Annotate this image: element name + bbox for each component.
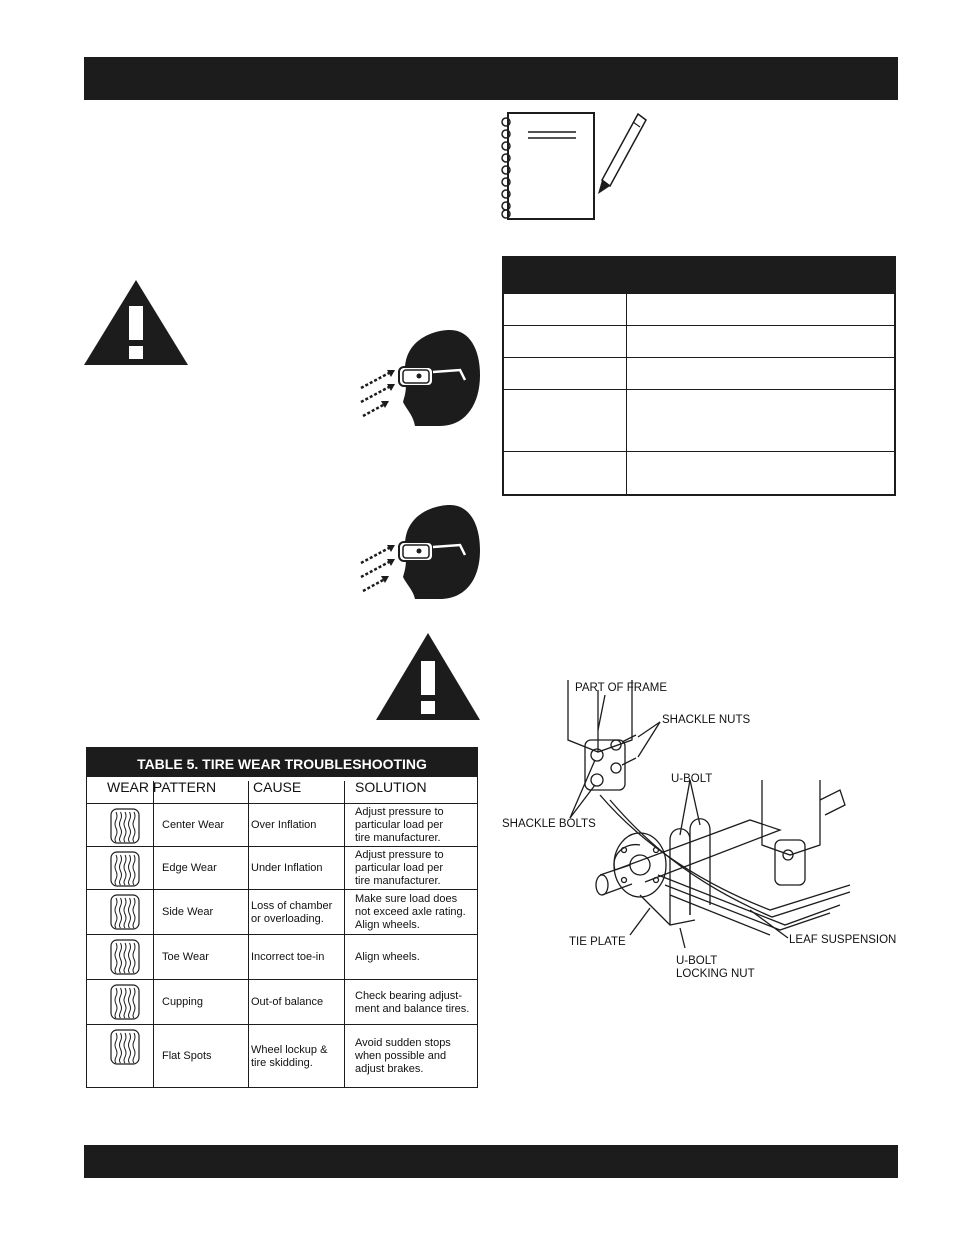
solution-cell-line: when possible and [355, 1050, 447, 1062]
specification-table [502, 256, 896, 496]
warning-triangle-icon [376, 633, 480, 721]
warning-triangle-icon [84, 280, 188, 366]
table-row [87, 1024, 477, 1088]
label-u-bolt-locking-nut: LOCKING NUT [676, 968, 755, 980]
wear-pattern-name: Center Wear [162, 819, 225, 831]
spec-table-divider [626, 294, 627, 494]
table-row [504, 389, 894, 390]
tire-wear-pattern-icon [109, 894, 141, 930]
cause-cell-line: Incorrect toe-in [251, 951, 325, 963]
solution-cell [355, 990, 469, 1016]
tire-wear-pattern-icon [109, 939, 141, 975]
cause-cell [251, 862, 323, 875]
cause-cell [251, 996, 323, 1009]
column-header-solution: SOLUTION [355, 779, 427, 795]
safety-goggles-icon [355, 330, 483, 430]
solution-cell-line: Align wheels. [355, 919, 420, 931]
solution-cell-line: particular load per [355, 819, 444, 831]
solution-cell [355, 893, 466, 932]
table-title: TABLE 5. TIRE WEAR TROUBLESHOOTING [87, 748, 477, 777]
solution-cell-line: tire manufacturer. [355, 875, 441, 887]
solution-cell-line: Make sure load does [355, 893, 458, 905]
table-row [87, 846, 477, 890]
footer-bar [84, 1145, 898, 1178]
wear-pattern-name: Flat Spots [162, 1050, 212, 1062]
tire-wear-pattern-icon [109, 984, 141, 1020]
solution-cell-line: Avoid sudden stops [355, 1037, 451, 1049]
header-bar [84, 57, 898, 100]
table-row [504, 325, 894, 326]
tire-wear-pattern-icon [109, 851, 141, 887]
cause-cell [251, 819, 316, 832]
table-row [504, 357, 894, 358]
tire-wear-pattern-icon [109, 1029, 141, 1065]
column-header-wear-pattern: WEAR PATTERN [107, 779, 217, 795]
cause-cell [251, 1044, 327, 1070]
table-row [87, 979, 477, 1025]
solution-cell [355, 849, 444, 888]
cause-cell [251, 951, 324, 964]
label-tie-plate: TIE PLATE [569, 936, 626, 948]
wear-pattern-name: Cupping [162, 996, 203, 1008]
solution-cell-line: Check bearing adjust- [355, 990, 463, 1002]
pencil-icon [598, 114, 646, 194]
notebook-icon [498, 108, 658, 224]
label-shackle-nuts: SHACKLE NUTS [662, 714, 751, 726]
table-row [87, 934, 477, 980]
solution-cell-line: not exceed axle rating. [355, 906, 466, 918]
label-part-of-frame: PART OF FRAME [575, 682, 668, 694]
wear-pattern-name: Toe Wear [162, 951, 209, 963]
solution-cell [355, 1037, 451, 1076]
solution-cell [355, 806, 444, 845]
cause-cell-line: Loss of chamber [251, 900, 333, 912]
spec-table-header [504, 258, 894, 294]
wear-pattern-name: Edge Wear [162, 862, 217, 874]
solution-cell-line: Adjust pressure to [355, 849, 444, 861]
solution-cell [355, 951, 420, 964]
label-leaf-suspension: LEAF SUSPENSION [789, 934, 897, 946]
tire-wear-table [86, 747, 478, 1088]
solution-cell-line: tire manufacturer. [355, 832, 441, 844]
solution-cell-line: Align wheels. [355, 951, 420, 963]
column-header-cause: CAUSE [253, 779, 302, 795]
cause-cell-line: Under Inflation [251, 862, 323, 874]
label-u-bolt: U-BOLT [671, 773, 713, 785]
solution-cell-line: ment and balance tires. [355, 1003, 470, 1015]
cause-cell-line: Over Inflation [251, 819, 317, 831]
solution-cell-line: Adjust pressure to [355, 806, 444, 818]
solution-cell-line: adjust brakes. [355, 1063, 424, 1075]
tire-wear-pattern-icon [109, 808, 141, 844]
label-shackle-bolts: SHACKLE BOLTS [502, 818, 596, 830]
safety-goggles-icon [355, 505, 483, 605]
cause-cell-line: tire skidding. [251, 1057, 313, 1069]
table-row [87, 803, 477, 847]
wear-pattern-name: Side Wear [162, 906, 214, 918]
cause-cell [251, 900, 332, 926]
cause-cell-line: Wheel lockup & [251, 1044, 328, 1056]
leaf-suspension-diagram [540, 670, 860, 950]
table-row [504, 451, 894, 452]
cause-cell-line: or overloading. [251, 913, 324, 925]
table-row [87, 889, 477, 935]
cause-cell-line: Out-of balance [251, 996, 324, 1008]
label-u-bolt-locking-nut: U-BOLT [676, 955, 718, 967]
solution-cell-line: particular load per [355, 862, 444, 874]
